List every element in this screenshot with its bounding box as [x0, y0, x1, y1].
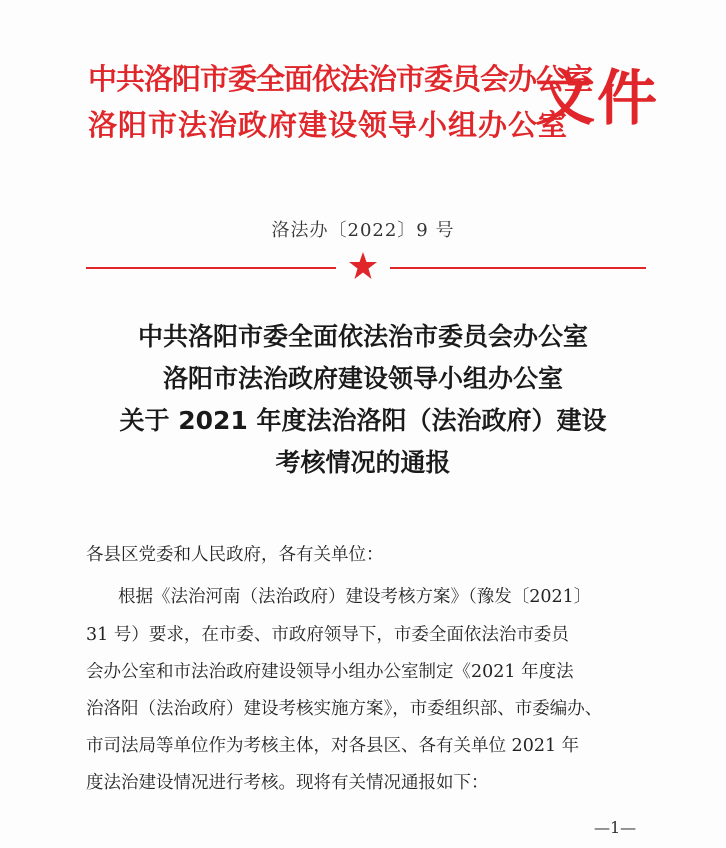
issuer-line-1: 中共洛阳市委全面依法治市委员会办公室 [88, 62, 593, 96]
document-number: 洛法办〔2022〕9 号 [271, 220, 455, 241]
document-word: 文件 [535, 64, 659, 134]
body-line: 根据《法治河南（法治政府）建设考核方案》（豫发〔2021〕 [118, 587, 592, 607]
body-line: 治洛阳（法治政府）建设考核实施方案》，市委组织部、市委编办、 [86, 699, 603, 719]
issuer-line-2: 洛阳市法治政府建设领导小组办公室 [88, 108, 569, 142]
red-separator-right [390, 267, 646, 269]
title-line-2: 洛阳市法治政府建设领导小组办公室 [162, 364, 563, 393]
body-line: 会办公室和市法治政府建设领导小组办公室制定《2021 年度法 [86, 662, 574, 682]
title-line-3: 关于 2021 年度法治洛阳（法治政府）建设 [119, 406, 607, 435]
title-line-4: 考核情况的通报 [275, 448, 451, 477]
issuer-block [88, 52, 608, 162]
star-icon [348, 251, 378, 281]
body-line: 31 号）要求，在市委、市政府领导下，市委全面依法治市委员 [86, 625, 569, 645]
title-line-1: 中共洛阳市委全面依法治市委员会办公室 [137, 322, 588, 351]
page-number: —1— [594, 818, 637, 837]
salutation: 各县区党委和人民政府，各有关单位： [86, 545, 384, 565]
body-line: 度法治建设情况进行考核。现将有关情况通报如下： [86, 773, 489, 793]
red-separator-left [86, 267, 336, 269]
body-line: 市司法局等单位作为考核主体，对各县区、各有关单位 2021 年 [86, 736, 580, 756]
